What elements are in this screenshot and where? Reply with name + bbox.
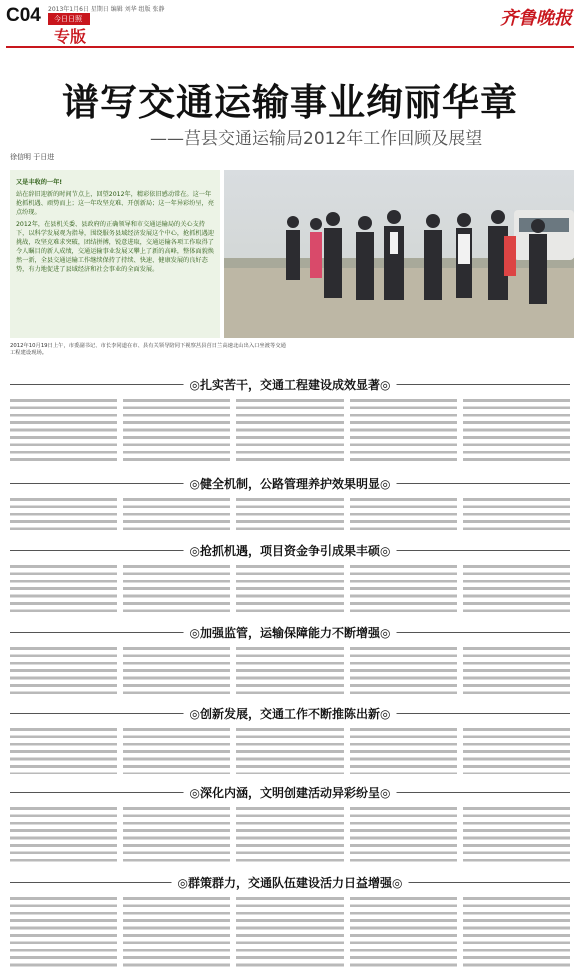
dateline: 2013年1月6日 星期日 编辑 刘华 组版 张静 bbox=[48, 6, 165, 13]
text-column bbox=[350, 805, 457, 865]
section-body-7 bbox=[10, 895, 570, 969]
section-body-1 bbox=[10, 397, 570, 463]
section-title: ◎扎实苦干，交通工程建设成效显著◎ bbox=[184, 376, 397, 393]
text-column bbox=[236, 895, 343, 969]
text-column bbox=[463, 805, 570, 865]
section-tag: 今日日照 bbox=[48, 13, 90, 25]
article-title: 谱写交通运输事业绚丽华章 bbox=[62, 81, 518, 124]
text-column bbox=[350, 397, 457, 463]
section-name: 专版 bbox=[54, 27, 87, 46]
text-column bbox=[236, 397, 343, 463]
text-column bbox=[350, 496, 457, 530]
text-column bbox=[10, 397, 117, 463]
text-column bbox=[350, 726, 457, 774]
section-title: ◎抢抓机遇，项目资金争引成果丰硕◎ bbox=[184, 542, 397, 559]
text-column bbox=[463, 496, 570, 530]
text-column bbox=[350, 563, 457, 613]
section-body-6 bbox=[10, 805, 570, 865]
text-column bbox=[123, 895, 230, 969]
text-column bbox=[123, 496, 230, 530]
text-column bbox=[123, 645, 230, 695]
text-column bbox=[10, 496, 117, 530]
text-column bbox=[236, 805, 343, 865]
text-column bbox=[10, 726, 117, 774]
text-column bbox=[236, 726, 343, 774]
text-column bbox=[350, 645, 457, 695]
page-number: C04 bbox=[6, 5, 41, 26]
text-column bbox=[123, 563, 230, 613]
section-heading-6 bbox=[10, 784, 570, 802]
text-column bbox=[463, 726, 570, 774]
section-heading-3 bbox=[10, 542, 570, 560]
section-heading-5 bbox=[10, 705, 570, 723]
section-heading-7 bbox=[10, 874, 570, 892]
section-title: ◎创新发展，交通工作不断推陈出新◎ bbox=[184, 705, 397, 722]
intro-paragraph: 站在辞旧迎新的时间节点上，回望2012年，精彩依旧感动常在。这一年抢抓机遇、顽势而上；这一年攻坚克难、开创新局；这一年异彩纷呈，亮点纷现。 bbox=[16, 191, 214, 216]
text-column bbox=[463, 895, 570, 969]
intro-paragraph: 2012年，在县机关委、县政府的正确领导和市交通运输局的关心支持下，以科学发展观为指导，围绕服务县域经济发展这个中心，抢抓机遇迎挑战，攻坚克难求突破，团结拼搏，锐意进取，交通运输各项工作取得了令人瞩目的新人成绩，交通运输事业发展又攀上了新的高峰，整体面貌焕然一新，全县交通运输工作继续保持了持续、快速、健康发展的良好态势，有力地促进了县域经济和社会事业的全面发展。 bbox=[16, 221, 214, 273]
section-title: ◎健全机制，公路管理养护效果明显◎ bbox=[184, 475, 397, 492]
text-column bbox=[123, 726, 230, 774]
inspection-photo bbox=[224, 170, 574, 338]
text-column bbox=[236, 496, 343, 530]
header-rule bbox=[6, 46, 574, 48]
text-column bbox=[350, 895, 457, 969]
section-heading-2 bbox=[10, 475, 570, 493]
text-column bbox=[123, 805, 230, 865]
text-column bbox=[10, 563, 117, 613]
section-title: ◎深化内涵，文明创建活动异彩纷呈◎ bbox=[184, 784, 397, 801]
section-title: ◎群策群力，交通队伍建设活力日益增强◎ bbox=[172, 874, 409, 891]
section-heading-1 bbox=[10, 376, 570, 394]
section-heading-4 bbox=[10, 624, 570, 642]
section-title: ◎加强监管，运输保障能力不断增强◎ bbox=[184, 624, 397, 641]
photo-caption: 2012年10月19日上午，市委副书记、市长李同道在市、县有关领导陪同下视察莒县莒日兰高速北山出入口坐渡等交通工程建设现场。 bbox=[10, 343, 286, 356]
text-column bbox=[463, 563, 570, 613]
text-column bbox=[236, 645, 343, 695]
text-column bbox=[463, 645, 570, 695]
text-column bbox=[123, 397, 230, 463]
text-column bbox=[10, 805, 117, 865]
text-column bbox=[10, 895, 117, 969]
section-body-5 bbox=[10, 726, 570, 774]
newspaper-masthead-logo: 齐鲁晚报 bbox=[500, 8, 572, 29]
section-body-3 bbox=[10, 563, 570, 613]
section-body-2 bbox=[10, 496, 570, 530]
article-subtitle: ——莒县交通运输局2012年工作回顾及展望 bbox=[150, 129, 483, 149]
intro-text bbox=[16, 178, 214, 277]
text-column bbox=[463, 397, 570, 463]
text-column bbox=[10, 645, 117, 695]
byline: 徐信明 于日进 bbox=[10, 153, 55, 161]
intro-paragraph: 又是丰收的一年! bbox=[16, 179, 63, 186]
text-column bbox=[236, 563, 343, 613]
section-body-4 bbox=[10, 645, 570, 695]
